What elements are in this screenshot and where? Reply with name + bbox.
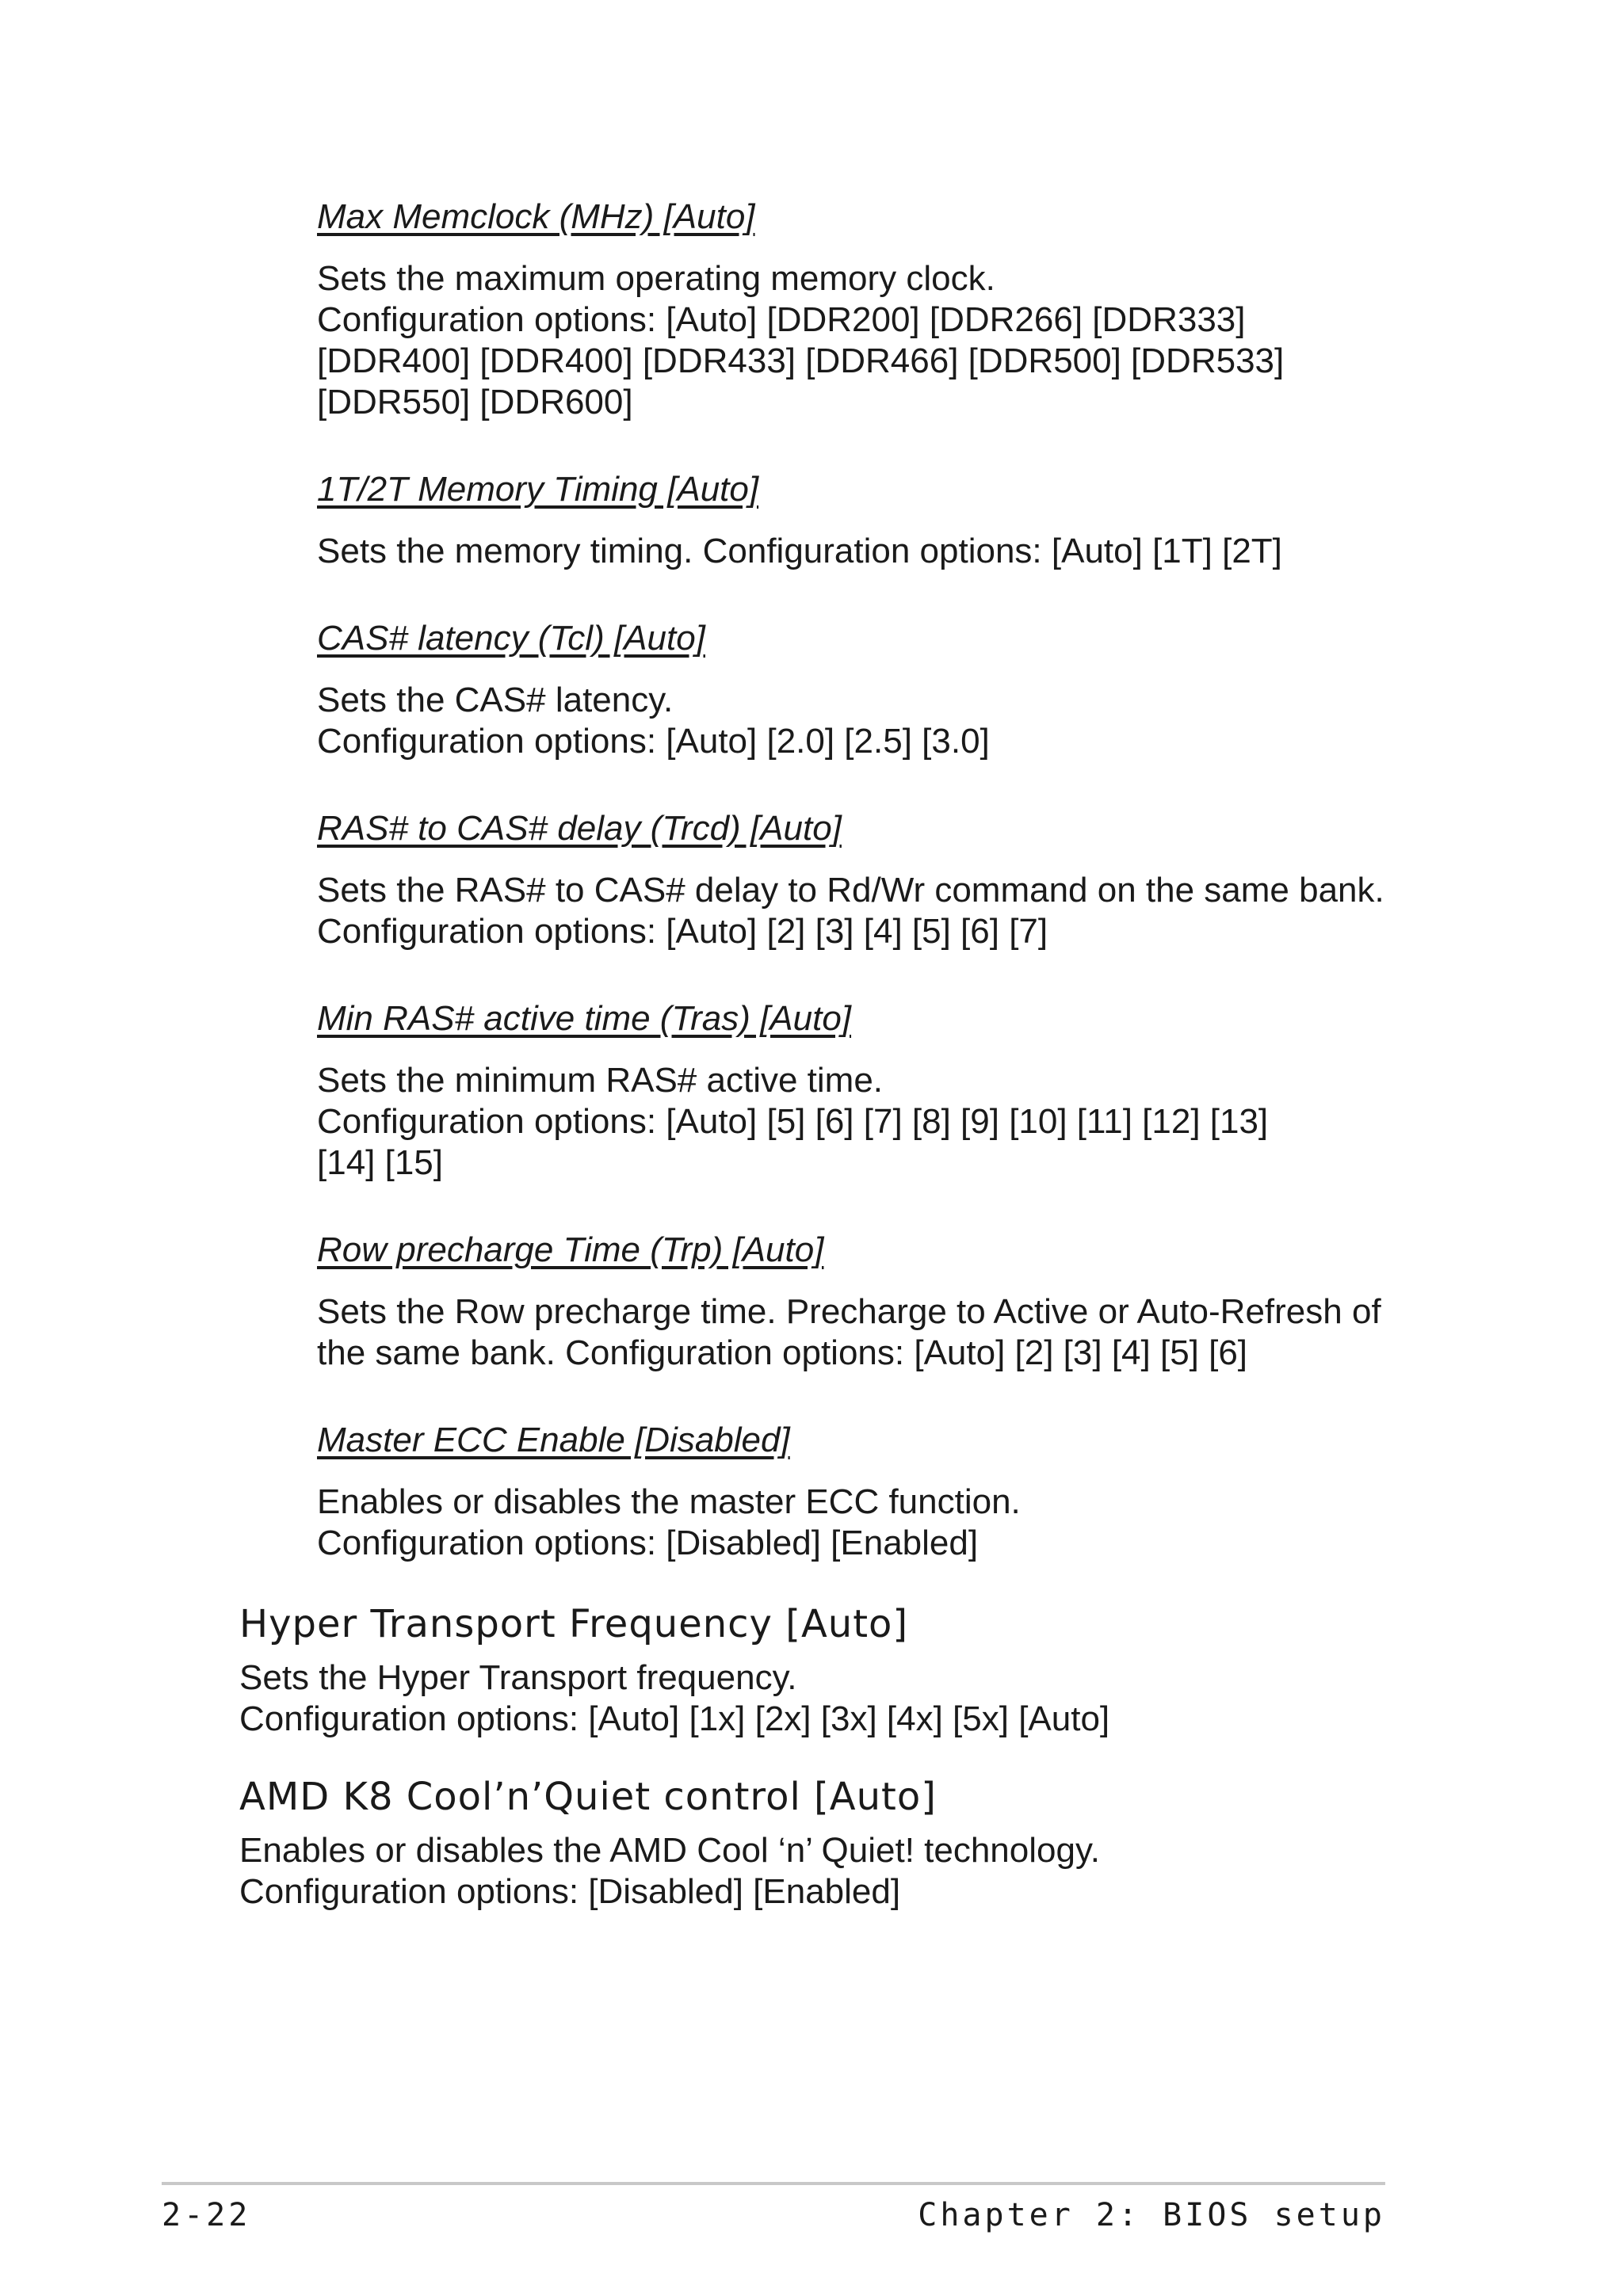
body-line: Configuration options: [Auto] [5] [6] [7] [8] [9] [10] [11] [12] [13] xyxy=(317,1102,1269,1141)
page-footer xyxy=(162,2191,1385,2239)
section-body xyxy=(239,1657,1396,1740)
body-line: Sets the Row precharge time. Precharge to Active or Auto-Refresh of xyxy=(317,1292,1381,1331)
footer-divider xyxy=(162,2182,1385,2185)
body-line: Configuration options: [Auto] [2.0] [2.5] [3.0] xyxy=(317,722,990,761)
body-line: [14] [15] xyxy=(317,1143,444,1182)
subsection-title: Min RAS# active time (Tras) [Auto] xyxy=(317,999,852,1038)
subsection-body xyxy=(317,531,1395,572)
section-body xyxy=(239,1830,1396,1913)
section-hyper-transport-frequency xyxy=(239,1600,1396,1740)
body-line: Sets the maximum operating memory clock. xyxy=(317,259,995,298)
subsection-body xyxy=(317,680,1395,762)
subsection-memory-timing xyxy=(317,469,1395,572)
body-line: Sets the Hyper Transport frequency. xyxy=(239,1658,797,1697)
subsection-body xyxy=(317,1482,1395,1564)
subsection-body xyxy=(317,870,1395,952)
subsection-row-precharge-time xyxy=(317,1230,1395,1374)
subsection-ras-to-cas-delay xyxy=(317,808,1395,952)
body-line: Enables or disables the master ECC function. xyxy=(317,1482,1021,1521)
chapter-title: Chapter 2: BIOS setup xyxy=(918,2197,1385,2233)
body-line: [DDR550] [DDR600] xyxy=(317,383,633,421)
subsection-master-ecc-enable xyxy=(317,1420,1395,1564)
body-line: Configuration options: [Disabled] [Enabled] xyxy=(317,1524,979,1562)
body-line: [DDR400] [DDR400] [DDR433] [DDR466] [DDR500] [DDR533] xyxy=(317,341,1285,380)
subsection-max-memclock xyxy=(317,196,1395,423)
body-line: Configuration options: [Auto] [2] [3] [4] [5] [6] [7] xyxy=(317,912,1048,951)
body-line: the same bank. Configuration options: [Auto] [2] [3] [4] [5] [6] xyxy=(317,1333,1248,1372)
page-number: 2-22 xyxy=(162,2197,251,2233)
subsection-title: Row precharge Time (Trp) [Auto] xyxy=(317,1230,824,1269)
subsection-title: Master ECC Enable [Disabled] xyxy=(317,1421,790,1459)
body-line: Sets the RAS# to CAS# delay to Rd/Wr command on the same bank. xyxy=(317,871,1384,910)
body-line: Sets the minimum RAS# active time. xyxy=(317,1061,884,1100)
body-line: Sets the memory timing. Configuration options: [Auto] [1T] [2T] xyxy=(317,532,1282,570)
section-cool-n-quiet-control xyxy=(239,1773,1396,1913)
body-line: Configuration options: [Auto] [1x] [2x] [3x] [4x] [5x] [Auto] xyxy=(239,1699,1110,1738)
section-title: AMD K8 Cool’n’Quiet control [Auto] xyxy=(239,1775,937,1819)
body-line: Sets the CAS# latency. xyxy=(317,681,674,719)
subsection-body xyxy=(317,258,1395,423)
subsection-title: RAS# to CAS# delay (Trcd) [Auto] xyxy=(317,809,842,848)
section-title: Hyper Transport Frequency [Auto] xyxy=(239,1602,909,1646)
subsection-cas-latency xyxy=(317,618,1395,762)
body-line: Enables or disables the AMD Cool ‘n’ Quiet! technology. xyxy=(239,1831,1100,1870)
subsection-body xyxy=(317,1291,1395,1374)
subsection-body xyxy=(317,1060,1395,1184)
subsection-title: 1T/2T Memory Timing [Auto] xyxy=(317,470,759,509)
subsection-min-ras-active-time xyxy=(317,998,1395,1184)
subsection-title: Max Memclock (MHz) [Auto] xyxy=(317,197,755,236)
body-line: Configuration options: [Disabled] [Enabled] xyxy=(239,1872,901,1911)
body-line: Configuration options: [Auto] [DDR200] [DDR266] [DDR333] xyxy=(317,300,1246,339)
subsection-title: CAS# latency (Tcl) [Auto] xyxy=(317,619,705,658)
